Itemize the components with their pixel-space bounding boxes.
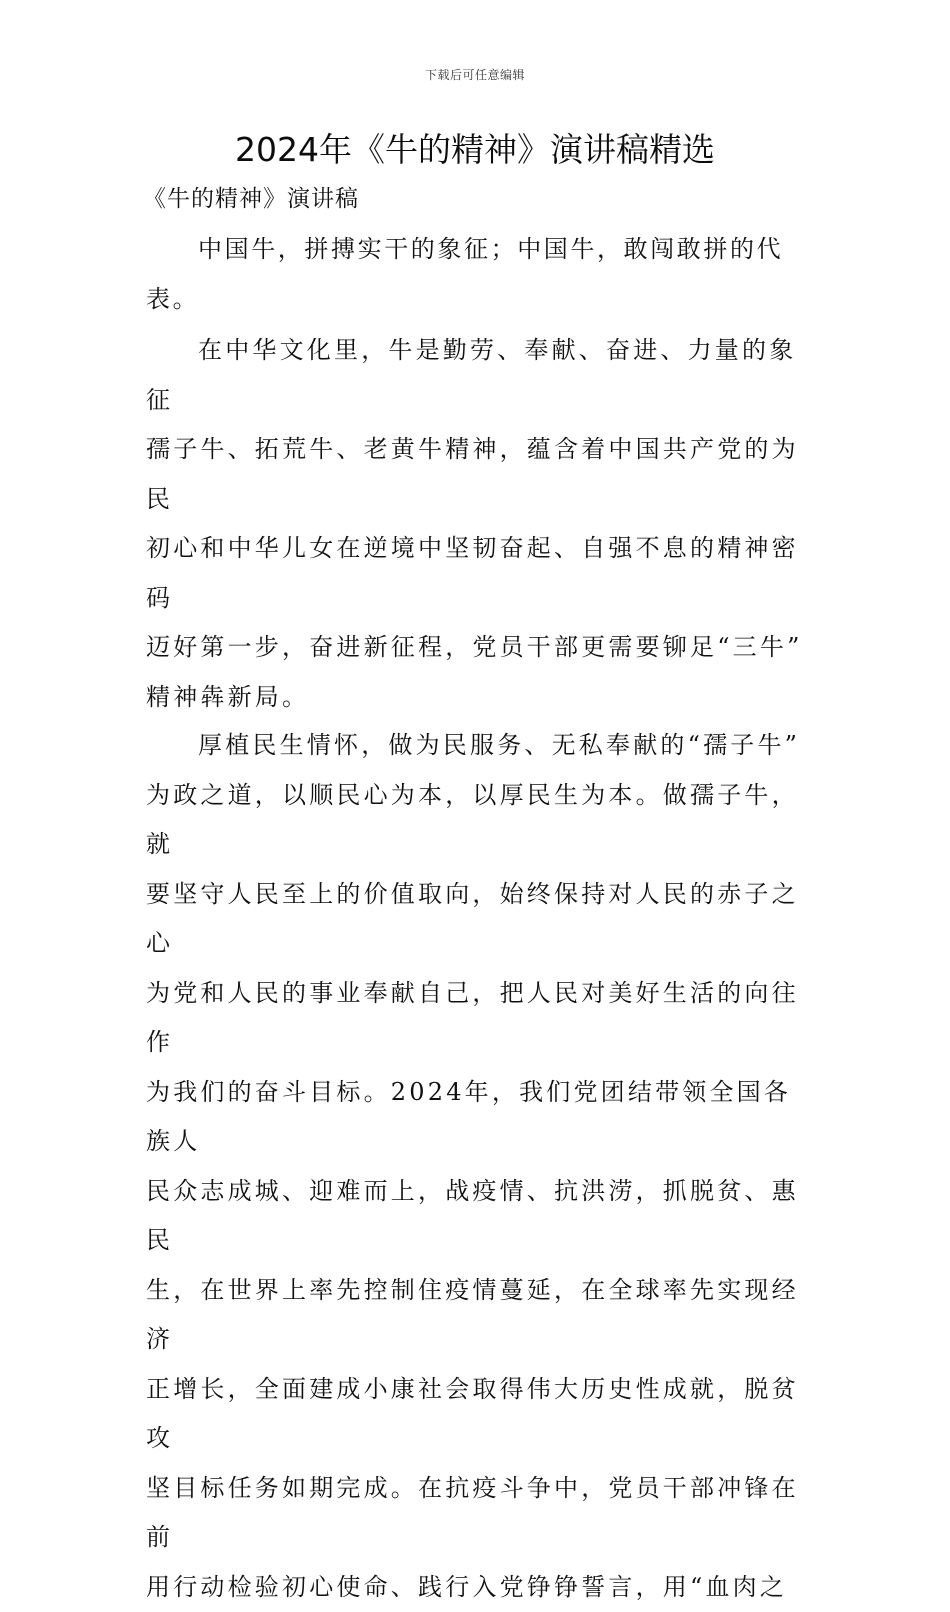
header-note: 下载后可任意编辑 [424, 68, 525, 82]
document-subtitle: 《牛的精神》演讲稿 [143, 186, 359, 212]
page-title: 2024年《牛的精神》演讲稿精选 [235, 130, 715, 169]
paragraph-1: 中国牛，拼搏实干的象征；中国牛，敢闯敢拼的代表。 [146, 235, 784, 313]
paragraph-2: 在中华文化里，牛是勤劳、奉献、奋进、力量的象征 孺子牛、拓荒牛、老黄牛精神，蕴含着中国共产党的为民 初心和中华儿女在逆境中坚韧奋起、自强不息的精神密码 迈好第一步，奋进新征程，党员干部更需要铆足“三牛” 精神犇新局。 [146, 336, 803, 711]
paragraph-3: 厚植民生情怀，做为民服务、无私奉献的“孺子牛” 为政之道，以顺民心为本，以厚民生为本。做孺子牛，就 要坚守人民至上的价值取向，始终保持对人民的赤子之心 为党和人民的事业奉献自己，把人民对美好生活的向往作 为我们的奋斗目标。2024年，我们党团结带领全国各族人 民众志成城、迎难而上，战疫情、抗洪涝，抓脱贫、惠民 生，在世界上率先控制住疫情蔓延，在全球率先实现经济 正增长，全面建成小康社会取得伟大历史性成就，脱贫攻 坚目标任务如期完成。在抗疫斗争中，党员干部冲锋在前 用行动检验初心使命、践行入党铮铮誓言，用“血肉之 [146, 731, 801, 1601]
